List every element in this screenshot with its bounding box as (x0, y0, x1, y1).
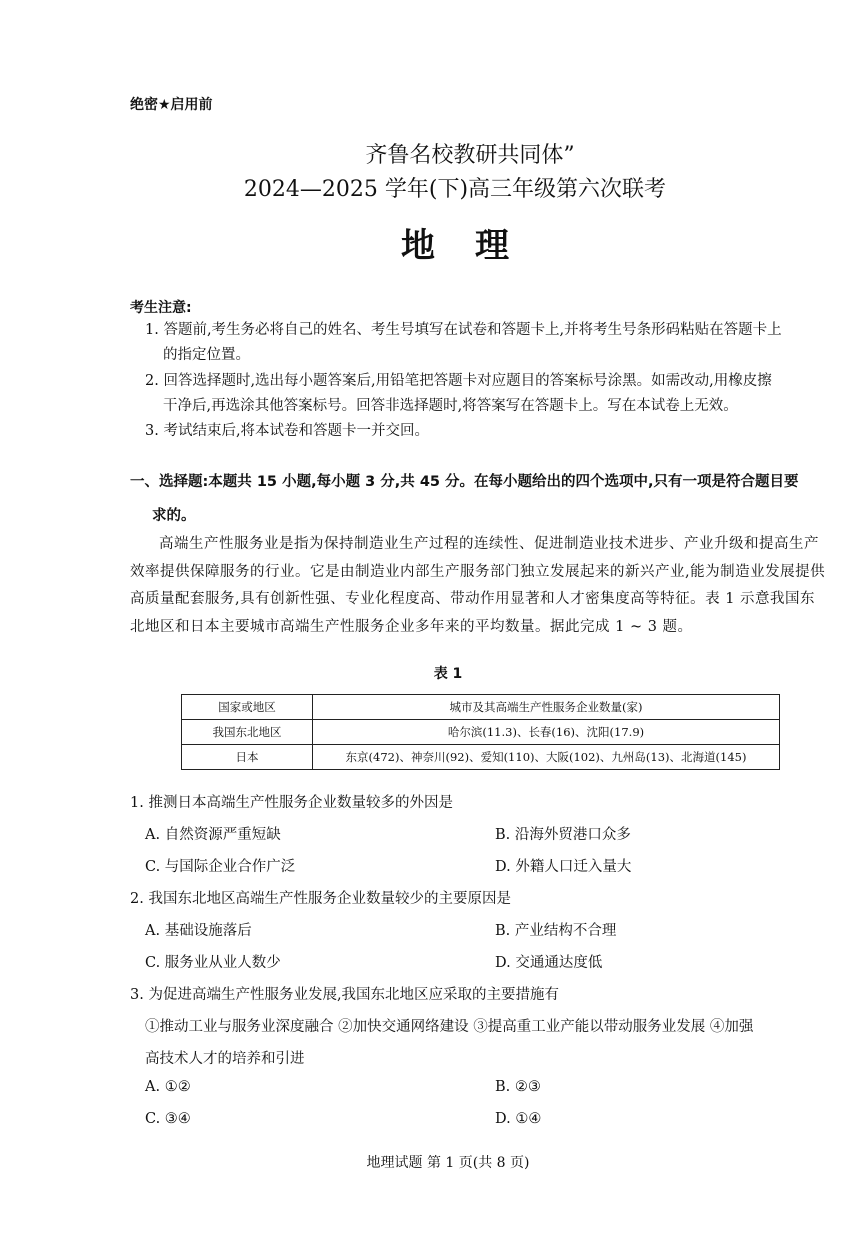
question-2-option-b: B. 产业结构不合理 (495, 923, 617, 939)
question-2-option-a: A. 基础设施落后 (145, 923, 252, 939)
question-1-option-c: C. 与国际企业合作广泛 (145, 859, 296, 875)
question-3-stem: 3. 为促进高端生产性服务业发展,我国东北地区应采取的主要措施有 (130, 987, 560, 1003)
page-footer: 地理试题 第 1 页(共 8 页) (366, 1155, 530, 1171)
notice-title: 考生注意: (130, 300, 192, 316)
question-1-option-d: D. 外籍人口迁入量大 (495, 859, 632, 875)
question-3-option-d: D. ①④ (495, 1111, 542, 1127)
table-cell-region: 日本 (182, 745, 313, 770)
notice-item-3: 3. 考试结束后,将本试卷和答题卡一并交回。 (145, 423, 430, 439)
question-3-choices: ①推动工业与服务业深度融合 ②加快交通网络建设 ③提高重工业产能以带动服务业发展 ④加强 (145, 1019, 754, 1035)
table-cell-region: 我国东北地区 (182, 720, 313, 745)
question-3-option-a: A. ①② (145, 1079, 191, 1095)
notice-item-1-cont: 的指定位置。 (163, 347, 250, 363)
table-cell-cities: 东京(472)、神奈川(92)、爱知(110)、大阪(102)、九州岛(13)、北海道(145) (313, 745, 780, 770)
organizer-title: 齐鲁名校教研共同体” (365, 143, 575, 168)
section-heading (130, 465, 830, 533)
question-2-stem: 2. 我国东北地区高端生产性服务企业数量较少的主要原因是 (130, 891, 511, 907)
section-heading-line1: 一、选择题:本题共 15 小题,每小题 3 分,共 45 分。在每小题给出的四个选项中,只有一项是符合题目要 (130, 474, 799, 490)
notice-item-2: 2. 回答选择题时,选出每小题答案后,用铅笔把答题卡对应题目的答案标号涂黑。如需改动,用橡皮擦 (145, 373, 772, 389)
notice-item-1: 1. 答题前,考生务必将自己的姓名、考生号填写在试卷和答题卡上,并将考生号条形码粘贴在答题卡上 (145, 322, 782, 338)
question-3-choices-cont: 高技术人才的培养和引进 (145, 1051, 305, 1067)
table-cell-cities: 哈尔滨(11.3)、长春(16)、沈阳(17.9) (313, 720, 780, 745)
table-title: 表 1 (433, 666, 463, 682)
question-2-option-d: D. 交通通达度低 (495, 955, 603, 971)
confidential-label: 绝密★启用前 (130, 97, 213, 113)
question-1-option-b: B. 沿海外贸港口众多 (495, 827, 631, 843)
question-1-stem: 1. 推测日本高端生产性服务企业数量较多的外因是 (130, 795, 453, 811)
question-3-option-b: B. ②③ (495, 1079, 541, 1095)
table-row (182, 720, 780, 745)
material-paragraph: 高端生产性服务业是指为保持制造业生产过程的连续性、促进制造业技术进步、产业升级和提高生产效率提供保障服务的行业。它是由制造业内部生产服务部门独立发展起来的新兴产业,能为制造业发展提供高质量配套服务,具有创新性强、专业化程度高、带动作用显著和人才密集度高等特征。表 1 示意我国东北地区和日本主要城市高端生产性服务企业多年来的平均数量。据此完成 1 ~ 3 题。 (130, 536, 826, 635)
data-table (181, 694, 780, 770)
question-3-option-c: C. ③④ (145, 1111, 191, 1127)
table-row (182, 745, 780, 770)
notice-item-2-cont: 干净后,再选涂其他答案标号。回答非选择题时,将答案写在答题卡上。写在本试卷上无效。 (163, 398, 738, 414)
section-heading-line2: 求的。 (152, 508, 196, 524)
subject-title: 地理 (401, 226, 549, 266)
question-2-option-c: C. 服务业从业人数少 (145, 955, 281, 971)
table-header-cell: 城市及其高端生产性服务企业数量(家) (313, 695, 780, 720)
question-1-option-a: A. 自然资源严重短缺 (145, 827, 281, 843)
exam-title: 2024—2025 学年(下)高三年级第六次联考 (243, 177, 667, 202)
table-header-row (182, 695, 780, 720)
table-header-cell: 国家或地区 (182, 695, 313, 720)
